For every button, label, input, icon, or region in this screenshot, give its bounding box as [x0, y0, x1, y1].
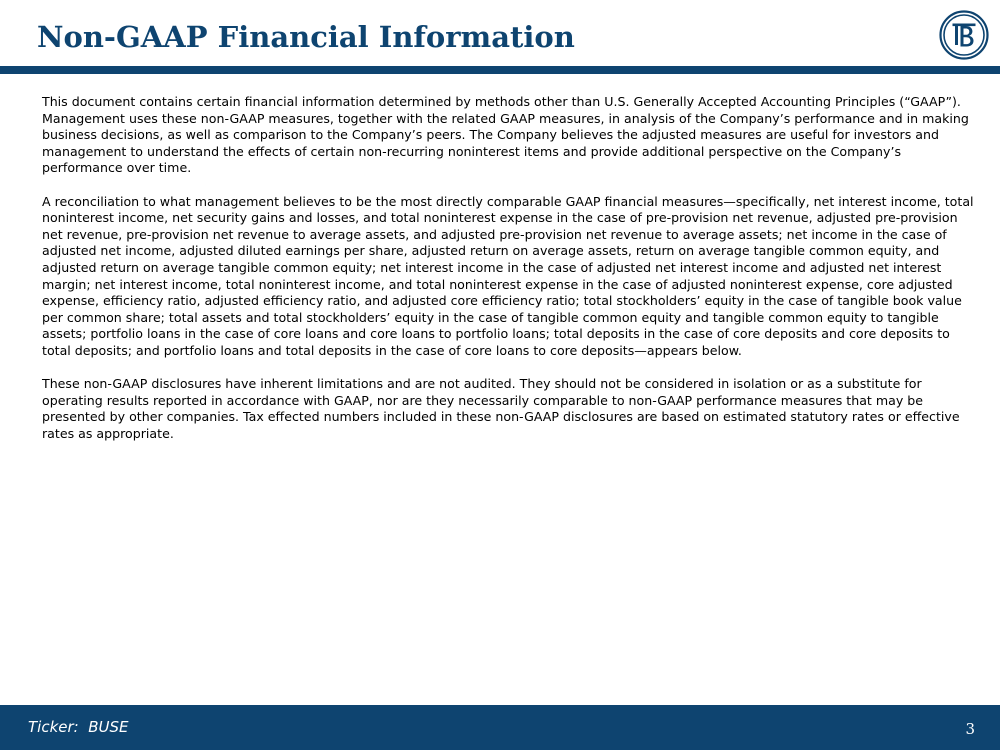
busey-logo-icon — [938, 9, 990, 61]
header-divider-bar — [0, 66, 1000, 74]
paragraph-reconciliation: A reconciliation to what management believes to be the most directly comparable GAAP financial measures—specifically, net interest income, total noninterest income, net security gains and losses, and total noninterest expense in the case of pre-provision net revenue, adjusted pre-provision net revenue, pre-provision net revenue to average assets, and adjusted pre-provision net revenue to average assets; net income in the case of adjusted net income, adjusted diluted earnings per share, adjusted return on average assets, return on average tangible common equity, and adjusted return on average tangible common equity; net interest income in the case of adjusted net interest income and adjusted net interest margin; net interest income, total noninterest income, and total noninterest expense in the case of adjusted noninterest expense, core adjusted expense, efficiency ratio, adjusted efficiency ratio, and adjusted core efficiency ratio; total stockholders’ equity in the case of tangible book value per common share; total assets and total stockholders’ equity in the case of tangible common equity and tangible common equity to tangible assets; portfolio loans in the case of core loans and core loans to portfolio loans; total deposits in the case of core deposits and core deposits to total deposits; and portfolio loans and total deposits in the case of core loans to core deposits—appears below. — [42, 193, 974, 358]
paragraph-intro: This document contains certain financial information determined by methods other than U.S. Generally Accepted Accounting Principles (“GAAP”). Management uses these non-GAAP measures, together with the related GAAP measures, in analysis of the Company’s performance and in making business decisions, as well as comparison to the Company’s peers. The Company believes the adjusted measures are useful for investors and management to understand the effects of certain non-recurring noninterest items and provide additional perspective on the Company’s performance over time. — [42, 94, 969, 176]
page-number: 3 — [965, 720, 975, 738]
page-title: Non-GAAP Financial Information — [37, 20, 575, 54]
disclosure-text-body — [42, 94, 977, 459]
footer-bar — [0, 705, 1000, 750]
paragraph-limitations: These non-GAAP disclosures have inherent limitations and are not audited. They should not be considered in isolation or as a substitute for operating results reported in accordance with GAAP, nor are they necessarily comparable to non-GAAP performance measures that may be presented by other companies. Tax effected numbers included in these non-GAAP disclosures are based on estimated statutory rates or effective rates as appropriate. — [42, 376, 960, 441]
ticker-label: Ticker: BUSE — [28, 718, 129, 736]
